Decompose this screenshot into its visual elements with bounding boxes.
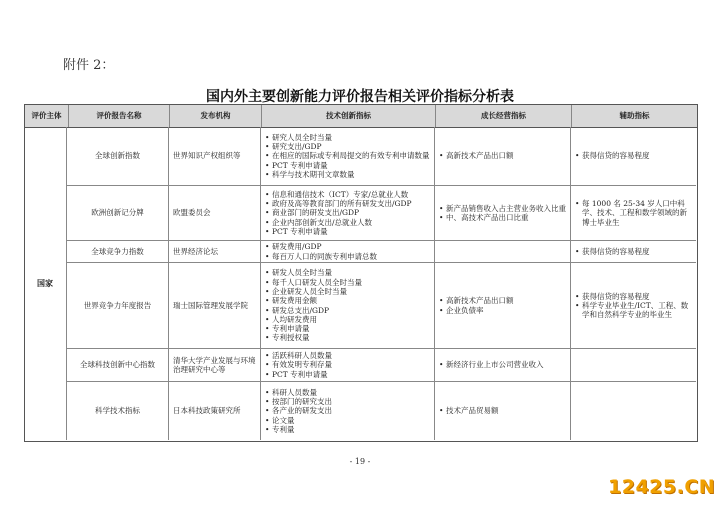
growth-indicators-cell xyxy=(434,186,570,240)
growth-indicators-cell xyxy=(434,241,570,262)
indicator-item: • 每千人口研发人员全时当量 xyxy=(265,278,362,287)
indicator-item: • 研发总支出/GDP xyxy=(265,306,362,315)
auxiliary-indicators-cell xyxy=(570,263,696,348)
indicator-item: • 技术产品贸易额 xyxy=(439,406,499,415)
report-name-cell: 科学技术指标 xyxy=(95,406,140,416)
report-name-cell: 世界竞争力年度报告 xyxy=(83,300,152,310)
table-body xyxy=(24,127,696,440)
publisher-cell: 日本科技政策研究所 xyxy=(168,382,260,440)
indicator-item: • 获得信贷的容易程度 xyxy=(575,247,650,256)
indicator-item: • 科学专业毕业生/ICT、工程、数学和自然科学专业的毕业生 xyxy=(575,301,692,320)
table-row xyxy=(67,381,696,440)
tech-indicators-cell xyxy=(260,241,434,262)
page-title: 国内外主要创新能力评价报告相关评价指标分析表 xyxy=(206,89,514,105)
tech-indicators-cell-list xyxy=(265,133,430,179)
header-auxiliary-indicators: 辅助指标 xyxy=(571,105,697,127)
table-row xyxy=(67,262,696,348)
growth-indicators-cell xyxy=(434,382,570,440)
indicator-item: • 获得信贷的容易程度 xyxy=(575,292,692,301)
tech-indicators-cell xyxy=(260,127,434,185)
indicator-item: • 高新技术产品出口额 xyxy=(439,296,514,305)
auxiliary-indicators-cell xyxy=(570,382,696,440)
auxiliary-indicators-cell xyxy=(570,127,696,185)
indicator-item: • 高新技术产品出口额 xyxy=(439,151,514,160)
indicator-item: • 专利量 xyxy=(265,425,332,434)
indicator-item: • 商业部门的研发支出/GDP xyxy=(265,208,412,217)
publisher-cell: 世界知识产权组织等 xyxy=(168,127,260,185)
indicator-item: • 活跃科研人员数量 xyxy=(265,351,332,360)
header-report-name: 评价报告名称 xyxy=(68,105,169,127)
indicator-item: • 各产业的研发支出 xyxy=(265,406,332,415)
auxiliary-indicators-cell-list xyxy=(575,292,692,320)
growth-indicators-cell xyxy=(434,127,570,185)
attachment-label: 附件 2： xyxy=(63,58,115,73)
indicator-item: • 按部门的研究支出 xyxy=(265,397,332,406)
indicator-item: • PCT 专利申请量 xyxy=(265,227,412,236)
table-row xyxy=(67,240,696,262)
indicator-item: • 企业负债率 xyxy=(439,306,514,315)
indicator-item: • 信息和通信技术（ICT）专家/总就业人数 xyxy=(265,190,412,199)
indicator-item: • 研发费用金额 xyxy=(265,296,362,305)
table-row xyxy=(67,185,696,240)
tech-indicators-cell xyxy=(260,263,434,348)
growth-indicators-cell-list xyxy=(439,204,566,223)
auxiliary-indicators-cell xyxy=(570,241,696,262)
header-tech-indicators: 技术创新指标 xyxy=(261,105,435,127)
auxiliary-indicators-cell-list xyxy=(575,151,650,160)
indicator-item: • 科研人员数量 xyxy=(265,388,332,397)
indicator-item: • 每 1000 名 25-34 岁人口中科学、技术、工程和数学领域的新博士毕业生 xyxy=(575,199,692,227)
publisher-cell: 欧盟委员会 xyxy=(168,186,260,240)
table-header-row xyxy=(25,105,697,128)
indicator-item: • 论文量 xyxy=(265,416,332,425)
publisher-cell: 世界经济论坛 xyxy=(168,241,260,262)
auxiliary-indicators-cell-list xyxy=(575,199,692,227)
tech-indicators-cell-list xyxy=(265,268,362,342)
indicator-item: • 研发人员全时当量 xyxy=(265,268,362,277)
table-row xyxy=(67,348,696,381)
header-subject: 评价主体 xyxy=(31,111,62,121)
growth-indicators-cell-list xyxy=(439,360,544,369)
subject-cell: 国家 xyxy=(24,127,67,440)
auxiliary-indicators-cell xyxy=(570,186,696,240)
tech-indicators-cell-list xyxy=(265,351,332,379)
report-name-cell: 全球创新指数 xyxy=(95,151,140,161)
auxiliary-indicators-cell-list xyxy=(575,247,650,256)
report-name-cell: 全球竞争力指数 xyxy=(91,246,144,256)
page-number: - 19 - xyxy=(349,457,371,466)
indicator-item: • 专利授权量 xyxy=(265,333,362,342)
publisher-cell: 清华大学产业发展与环境治理研究中心等 xyxy=(168,349,260,381)
indicator-item: • 企业内部创新支出/总就业人数 xyxy=(265,218,412,227)
table-row xyxy=(67,127,696,185)
indicator-item: • 研究人员全时当量 xyxy=(265,133,430,142)
tech-indicators-cell xyxy=(260,186,434,240)
indicator-item: • 政府及高等教育部门的所有研发支出/GDP xyxy=(265,199,412,208)
growth-indicators-cell-list xyxy=(439,406,499,415)
indicator-item: • 企业研发人员全时当量 xyxy=(265,287,362,296)
growth-indicators-cell-list xyxy=(439,151,514,160)
tech-indicators-cell xyxy=(260,349,434,381)
report-name-cell: 欧洲创新记分牌 xyxy=(91,208,144,218)
indicator-item: • 每百万人口的同族专利申请总数 xyxy=(265,252,377,261)
growth-indicators-cell-list xyxy=(439,296,514,315)
tech-indicators-cell-list xyxy=(265,242,377,261)
report-name-cell: 全球科技创新中心指数 xyxy=(80,360,155,370)
indicator-item: • 新产品销售收入占主营业务收入比重 xyxy=(439,204,566,213)
indicator-item: • 新经济行业上市公司营业收入 xyxy=(439,360,544,369)
indicator-item: • 人均研发费用 xyxy=(265,315,362,324)
growth-indicators-cell xyxy=(434,263,570,348)
growth-indicators-cell xyxy=(434,349,570,381)
header-growth-indicators: 成长经营指标 xyxy=(435,105,571,127)
indicator-item: • 研究支出/GDP xyxy=(265,142,430,151)
indicator-item: • 科学与技术期刊文章数量 xyxy=(265,170,430,179)
indicator-item: • 中、高技术产品出口比重 xyxy=(439,213,566,222)
tech-indicators-cell-list xyxy=(265,190,412,236)
tech-indicators-cell xyxy=(260,382,434,440)
publisher-cell: 瑞士国际管理发展学院 xyxy=(168,263,260,348)
tech-indicators-cell-list xyxy=(265,388,332,434)
indicator-item: • 有效发明专利存量 xyxy=(265,360,332,369)
auxiliary-indicators-cell xyxy=(570,349,696,381)
indicator-item: • 在相应的国际或专利局提交的有效专利申请数量 xyxy=(265,151,430,160)
indicator-item: • 获得信贷的容易程度 xyxy=(575,151,650,160)
indicator-item: • PCT 专利申请量 xyxy=(265,161,430,170)
indicator-item: • 专利申请量 xyxy=(265,324,362,333)
indicator-item: • 研发费用/GDP xyxy=(265,242,377,251)
indicator-item: • PCT 专利申请量 xyxy=(265,370,332,379)
site-watermark: 12425.CN xyxy=(608,476,716,498)
header-publisher: 发布机构 xyxy=(169,105,261,127)
